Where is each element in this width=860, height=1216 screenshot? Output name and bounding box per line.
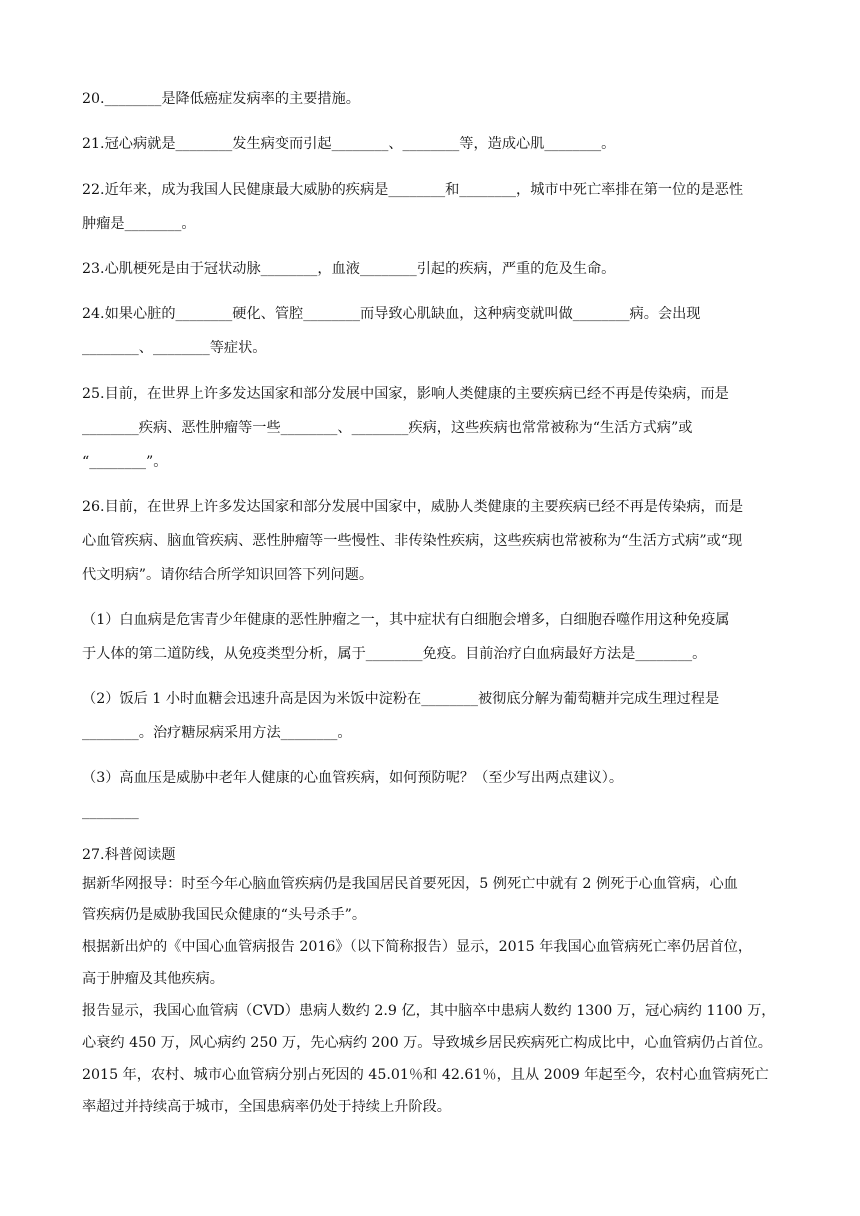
q22-line-1: 22.近年来，成为我国人民健康最大威胁的疾病是________和________，城市中死亡率排在第一位的是恶性 bbox=[82, 182, 744, 198]
q25-line-1: 25.目前，在世界上许多发达国家和部分发展中国家，影响人类健康的主要疾病已经不再是传染病，而是 bbox=[82, 386, 729, 402]
q25-line-3: “________”。 bbox=[82, 454, 168, 470]
q23-line: 23.心肌梗死是由于冠状动脉________，血液________引起的疾病，严重的危及生命。 bbox=[82, 261, 616, 277]
q20-line: 20.________是降低癌症发病率的主要措施。 bbox=[82, 91, 360, 107]
q27-title: 27.科普阅读题 bbox=[82, 847, 176, 863]
q27-para1-line-1: 据新华网报导：时至今年心脑血管疾病仍是我国居民首要死因，5 例死亡中就有 2 例死于心血管病，心血 bbox=[82, 876, 738, 892]
q27-para2-line-2: 高于肿瘤及其他疾病。 bbox=[82, 971, 224, 987]
q26-part2-line-2: ________。治疗糖尿病采用方法________。 bbox=[82, 725, 352, 741]
q22-line-2: 肿瘤是________。 bbox=[82, 216, 196, 232]
q21-line: 21.冠心病就是________发生病变而引起________、________等，造成心肌________。 bbox=[82, 136, 616, 152]
q26-part1-line-2: 于人体的第二道防线，从免疫类型分析，属于________免疫。目前治疗白血病最好方法是________。 bbox=[82, 646, 707, 662]
q25-line-2: ________疾病、恶性肿瘤等一些________、________疾病，这些疾病也常常被称为“生活方式病”或 bbox=[82, 420, 693, 436]
q27-para3-line-4: 率超过并持续高于城市，全国患病率仍处于持续上升阶段。 bbox=[82, 1099, 451, 1115]
q27-para3-line-1: 报告显示，我国心血管病（CVD）患病人数约 2.9 亿，其中脑卒中患病人数约 1300 万，冠心病约 1100 万， bbox=[82, 1003, 776, 1019]
q24-line-1: 24.如果心脏的________硬化、管腔________而导致心肌缺血，这种病变就叫做________病。会出现 bbox=[82, 306, 701, 322]
q27-para2-line-1: 根据新出炉的《中国心血管病报告 2016》（以下简称报告）显示，2015 年我国心血管病死亡率仍居首位， bbox=[82, 939, 753, 955]
q26-part1-line-1: （1）白血病是危害青少年健康的恶性肿瘤之一，其中症状有白细胞会增多，白细胞吞噬作用这种免疫属 bbox=[82, 612, 730, 628]
q27-para3-line-2: 心衰约 450 万，风心病约 250 万，先心病约 200 万。导致城乡居民疾病死亡构成比中，心血管病仍占首位。 bbox=[82, 1035, 772, 1051]
q26-part3-blank: ________ bbox=[82, 804, 139, 820]
q26-line-2: 心血管疾病、脑血管疾病、恶性肿瘤等一些慢性、非传染性疾病，这些疾病也常被称为“生活方式病”或“现 bbox=[82, 533, 743, 549]
q26-line-3: 代文明病”。请你结合所学知识回答下列问题。 bbox=[82, 567, 374, 583]
q26-line-1: 26.目前，在世界上许多发达国家和部分发展中国家中，威胁人类健康的主要疾病已经不再是传染病，而是 bbox=[82, 499, 744, 515]
q27-para3-line-3: 2015 年，农村、城市心血管病分别占死因的 45.01％和 42.61％，且从 2009 年起至今，农村心血管病死亡 bbox=[82, 1067, 769, 1083]
q26-part2-line-1: （2）饭后 1 小时血糖会迅速升高是因为米饭中淀粉在________被彻底分解为葡萄糖并完成生理过程是 bbox=[82, 691, 720, 707]
q27-para1-line-2: 管疾病仍是威胁我国民众健康的“头号杀手”。 bbox=[82, 907, 367, 923]
q26-part3-line-1: （3）高血压是威胁中老年人健康的心血管疾病，如何预防呢？（至少写出两点建议）。 bbox=[82, 770, 624, 786]
q24-line-2: ________、________等症状。 bbox=[82, 340, 267, 356]
